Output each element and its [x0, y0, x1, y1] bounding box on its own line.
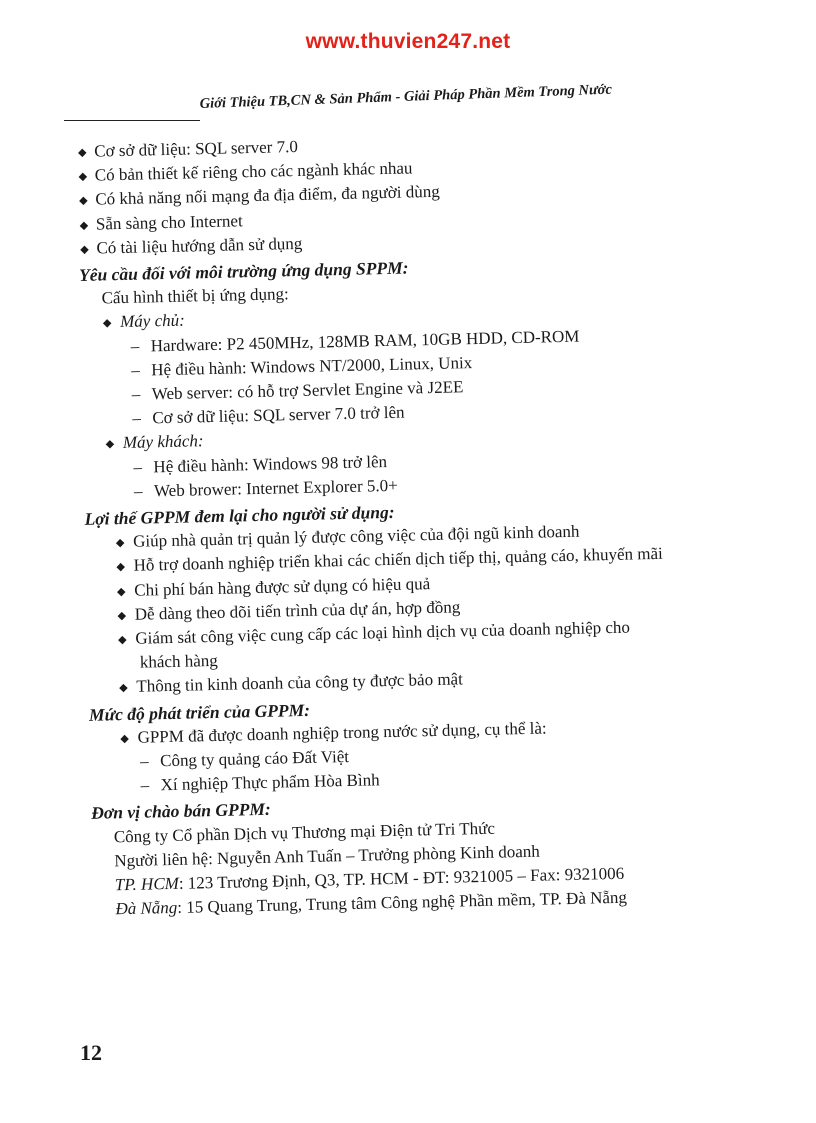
running-header: Giới Thiệu TB,CN & Sản Phẩm - Giải Pháp Phần Mềm Trong Nước [199, 81, 613, 113]
dash-bullet-icon: – [133, 457, 143, 477]
server-spec-item: – Web server: có hỗ trợ Servlet Engine và J2EE [82, 369, 742, 408]
vendor-contact: Người liên hệ: Nguyễn Anh Tuấn – Trưởng phòng Kinh doanh [114, 841, 541, 871]
dash-bullet-icon: – [131, 360, 140, 380]
header-rule [64, 120, 200, 121]
diamond-bullet-icon [116, 539, 124, 547]
diamond-bullet-icon [117, 588, 125, 596]
diamond-bullet-icon [80, 221, 88, 229]
server-spec-item: – Hardware: P2 450MHz, 128MB RAM, 10GB HDD, CD-ROM [80, 321, 740, 360]
feature-item: Có khả năng nối mạng đa địa điểm, đa người dùng [77, 173, 737, 212]
diamond-bullet-icon [103, 320, 111, 328]
dash-bullet-icon: – [139, 751, 149, 771]
feature-item: Cơ sở dữ liệu: SQL server 7.0 [76, 125, 736, 164]
diamond-bullet-icon [118, 636, 126, 644]
benefits-heading: Lợi thế GPPM đem lại cho người sử dụng: [84, 501, 395, 529]
vendor-heading: Đơn vị chào bán GPPM: [91, 799, 271, 824]
benefit-item: Chi phí bán hàng được sử dụng có hiệu quả [86, 565, 746, 604]
diamond-bullet-icon [80, 245, 88, 253]
dash-bullet-icon: – [131, 384, 141, 404]
benefit-item: Dễ dàng theo dõi tiến trình của dự án, hợp đồng [87, 589, 747, 628]
benefit-item: Thông tin kinh doanh của công ty được bảo mật [88, 661, 748, 700]
customer-item: – Công ty quảng cáo Đất Việt [90, 736, 750, 775]
server-spec-item: – Hệ điều hành: Windows NT/2000, Linux, Unix [81, 345, 741, 384]
page-number: 12 [80, 1040, 102, 1065]
feature-item: Có bản thiết kế riêng cho các ngành khác nhau [77, 149, 737, 188]
server-spec-item: – Cơ sở dữ liệu: SQL server 7.0 trở lên [82, 393, 742, 432]
client-label: Máy khách: [83, 417, 743, 456]
diamond-bullet-icon [79, 197, 87, 205]
dash-bullet-icon: – [133, 481, 143, 501]
diamond-bullet-icon [106, 441, 114, 449]
dash-bullet-icon: – [132, 408, 142, 429]
client-spec-item: – Hệ điều hành: Windows 98 trở lên [83, 442, 743, 481]
development-heading: Mức độ phát triển của GPPM: [88, 699, 311, 725]
diamond-bullet-icon [120, 735, 128, 743]
server-label: Máy chủ: [80, 296, 740, 335]
watermark-link[interactable]: www.thuvien247.net [305, 30, 511, 53]
vendor-company: Công ty Cổ phần Dịch vụ Thương mại Điện tử Tri Thức [113, 818, 496, 847]
diamond-bullet-icon [78, 149, 86, 157]
benefit-item-continuation: khách hàng [139, 651, 218, 672]
requirements-heading: Yêu cầu đối với môi trường ứng dụng SPPM: [78, 257, 409, 285]
benefit-item: Giúp nhà quản trị quản lý được công việc của đội ngũ kinh doanh [85, 516, 745, 555]
development-intro: GPPM đã được doanh nghiệp trong nước sử dụng, cụ thể là: [89, 712, 749, 751]
diamond-bullet-icon [118, 612, 126, 620]
vendor-hcm-address: TP. HCM: 123 Trương Định, Q3, TP. HCM - ĐT: 9321005 – Fax: 9321006 [114, 863, 625, 895]
benefit-item: Hỗ trợ doanh nghiệp triển khai các chiến dịch tiếp thị, quảng cáo, khuyến mãi [85, 540, 745, 579]
feature-item: Sẵn sàng cho Internet [78, 198, 738, 237]
dash-bullet-icon: – [140, 775, 150, 795]
benefit-item: Giám sát công việc cung cấp các loại hình dịch vụ của doanh nghiệp cho [87, 613, 747, 652]
customer-item: – Xí nghiệp Thực phẩm Hòa Bình [90, 760, 750, 799]
diamond-bullet-icon [116, 563, 124, 571]
dash-bullet-icon: – [130, 336, 140, 356]
diamond-bullet-icon [79, 173, 87, 181]
feature-item: Có tài liệu hướng dẫn sử dụng [78, 222, 738, 261]
requirements-intro: Cấu hình thiết bị ứng dụng: [101, 284, 289, 308]
vendor-danang-address: Đà Nẵng: 15 Quang Trung, Trung tâm Công nghệ Phần mềm, TP. Đà Nẵng [115, 887, 628, 919]
page-content [76, 125, 754, 922]
diamond-bullet-icon [119, 684, 127, 692]
client-spec-item: – Web brower: Internet Explorer 5.0+ [84, 466, 744, 505]
